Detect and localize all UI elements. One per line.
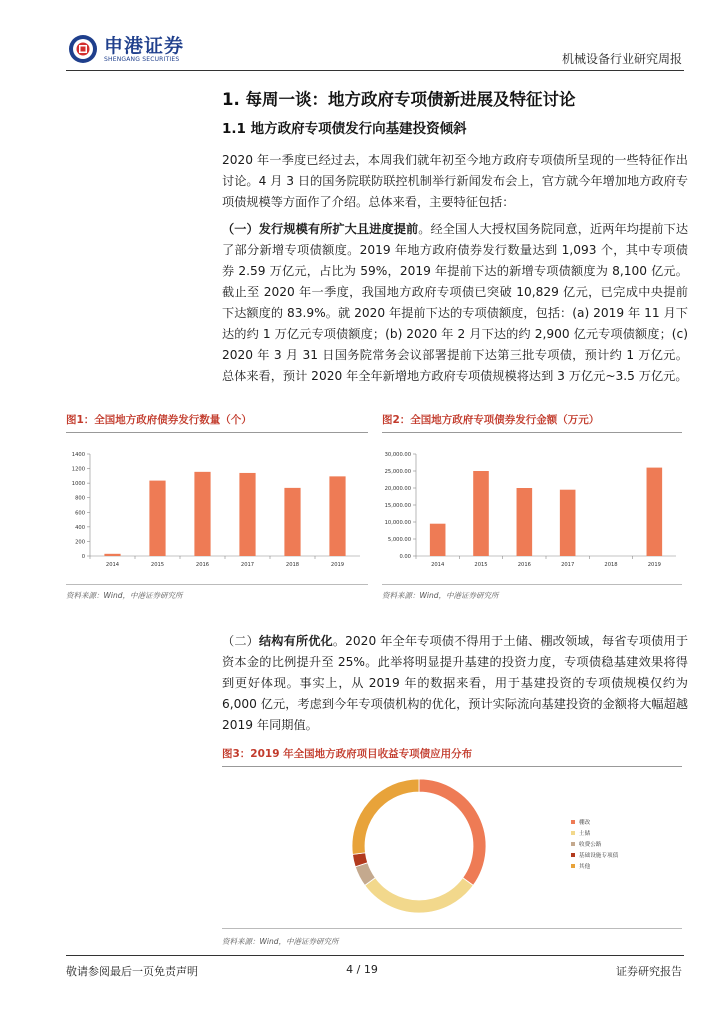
donut-slice-1: [365, 878, 473, 913]
bar-2019: [329, 476, 345, 556]
legend-label-0: 棚改: [579, 820, 591, 826]
legend-swatch-3: [571, 853, 575, 857]
y-tick-label: 200: [75, 539, 85, 546]
figure-2-rule: [382, 584, 682, 585]
figure-1-rule: [66, 584, 368, 585]
footer-divider: [66, 955, 684, 956]
x-tick-label: 2014: [431, 562, 445, 568]
legend-swatch-2: [571, 842, 575, 846]
x-tick-label: 2017: [561, 562, 575, 568]
bar-2017: [560, 490, 576, 556]
figure-3-title: 图3：2019 年全国地方政府项目收益专项债应用分布: [222, 744, 682, 767]
x-tick-label: 2017: [240, 562, 255, 568]
y-tick-label: 20,000.00: [384, 486, 411, 492]
donut-slice-0: [419, 779, 486, 885]
figure-1-source: 资料来源：Wind，中港证券研究所: [66, 591, 183, 600]
y-tick-label: 0: [81, 554, 85, 560]
y-tick-label: 5,000.00: [387, 537, 411, 543]
special-bond-amount-chart: [382, 434, 682, 584]
logo-cn-text: 申港证券: [104, 34, 185, 57]
paragraph-structure-body: 。2020 年全年专项债不得用于土储、棚改领域，每省专项债用于资本金的比例提升至 25%。此举将明显提升基建的投资力度，专项债稳基建效果将得到更好体现。事实上，从 2019 年的数据来看，用于基建投资的专项债规模仅约为 6,000 亿元，考虑到今年专项债机构的优化，预计实际流向基建投资的金额将大幅超越 2019 年同期值。: [222, 634, 689, 732]
x-tick-label: 2015: [150, 562, 165, 568]
x-tick-label: 2015: [474, 562, 488, 568]
x-tick-label: 2016: [517, 562, 531, 568]
page-number: 4 / 19: [346, 963, 378, 976]
x-tick-label: 2014: [105, 562, 120, 568]
paragraph-structure: [222, 631, 688, 736]
bar-2017: [239, 473, 255, 556]
y-tick-label: 1200: [71, 466, 85, 473]
y-tick-label: 800: [75, 495, 85, 502]
figure-1-title: 图1：全国地方政府债券发行数量（个）: [66, 410, 368, 433]
legend-swatch-1: [571, 831, 575, 835]
header-divider: [66, 70, 684, 71]
figure-2: [382, 410, 682, 600]
y-tick-label: 400: [75, 524, 85, 531]
subsection-heading: 1.1 地方政府专项债发行向基建投资倾斜: [222, 121, 467, 137]
figure-1: [66, 410, 368, 600]
bond-count-chart: [66, 434, 368, 584]
company-logo: [68, 34, 184, 64]
disclaimer-note: 敬请参阅最后一页免责声明: [66, 965, 198, 978]
bar-2016: [194, 472, 210, 556]
figure-2-source: 资料来源：Wind，中港证券研究所: [382, 591, 499, 600]
y-tick-label: 1000: [71, 481, 85, 488]
y-tick-label: 30,000.00: [384, 452, 411, 458]
legend-swatch-4: [571, 864, 575, 868]
x-tick-label: 2018: [604, 562, 618, 568]
logo-en-text: SHENGANG SECURITIES: [104, 55, 180, 63]
figure-2-title: 图2：全国地方政府专项债券发行金额（万元）: [382, 410, 682, 433]
y-tick-label: 15,000.00: [384, 503, 411, 509]
shengang-logo-icon: [68, 34, 98, 64]
x-tick-label: 2016: [195, 562, 210, 568]
legend-label-3: 基础设施专项债: [579, 853, 619, 859]
bar-2016: [517, 488, 533, 556]
paragraph-structure-prefix: （二）: [222, 634, 259, 648]
paragraph-issuance: [222, 219, 688, 387]
special-bond-usage-donut: [222, 767, 682, 927]
bar-2019: [647, 468, 663, 556]
report-label: 证券研究报告: [616, 965, 682, 978]
bar-2015: [473, 471, 489, 556]
section-heading: 1. 每周一谈：地方政府专项债新进展及特征讨论: [222, 90, 576, 109]
report-type: 机械设备行业研究周报: [561, 52, 682, 66]
paragraph-structure-lead: 结构有所优化: [258, 634, 333, 648]
bar-2014: [430, 524, 446, 556]
x-tick-label: 2019: [647, 562, 661, 568]
figure-3-rule: [222, 928, 682, 929]
paragraph-issuance-lead: （一）发行规模有所扩大且进度提前: [222, 222, 419, 236]
y-tick-label: 0.00: [399, 554, 411, 560]
bar-2015: [149, 481, 165, 556]
bar-2014: [104, 554, 120, 556]
paragraph-issuance-body: 。经全国人大授权国务院同意，近两年均提前下达了部分新增专项债额度。2019 年地方政府债券发行数量达到 1,093 个，其中专项债券 2.59 万亿元，占比为 59%，2019 年提前下达的新增专项债额度为 8,100 亿元。截止至 2020 年一季度，我国地方政府专项债已突破 10,829 亿元，已完成中央提前下达额度的 83.9%。就 2020 年提前下达的专项债额度，包括：(a) 2019 年 11 月下达的约 1 万亿元专项债额度；(b) 2020 年 2 月下达的约 2,900 亿元专项债额度；(c) 2020 年 3 月 31 日国务院常务会议部署提前下达第三批专项债，预计约 1 万亿元。总体来看，预计 2020 年全年新增地方政府专项债规模将达到 3 万亿元~3.5 万亿元。: [222, 222, 689, 383]
figure-3-source: 资料来源：Wind，中港证券研究所: [222, 937, 339, 946]
y-tick-label: 25,000.00: [384, 469, 411, 475]
legend-label-4: 其他: [579, 864, 591, 870]
y-tick-label: 10,000.00: [384, 520, 411, 526]
donut-slice-4: [352, 779, 419, 854]
intro-paragraph: 2020 年一季度已经过去，本周我们就年初至今地方政府专项债所呈现的一些特征作出讨论。4 月 3 日的国务院联防联控机制举行新闻发布会上，官方就今年增加地方政府专项债规模等方面作了介绍。总体来看，主要特征包括：: [222, 153, 688, 209]
bar-2018: [284, 488, 300, 556]
y-tick-label: 1400: [71, 452, 85, 458]
legend-swatch-0: [571, 820, 575, 824]
legend-label-2: 收费公路: [579, 842, 602, 848]
y-tick-label: 600: [75, 510, 85, 517]
x-tick-label: 2019: [330, 562, 345, 568]
legend-label-1: 土储: [579, 831, 591, 837]
figure-3: [222, 744, 682, 927]
x-tick-label: 2018: [285, 562, 300, 568]
